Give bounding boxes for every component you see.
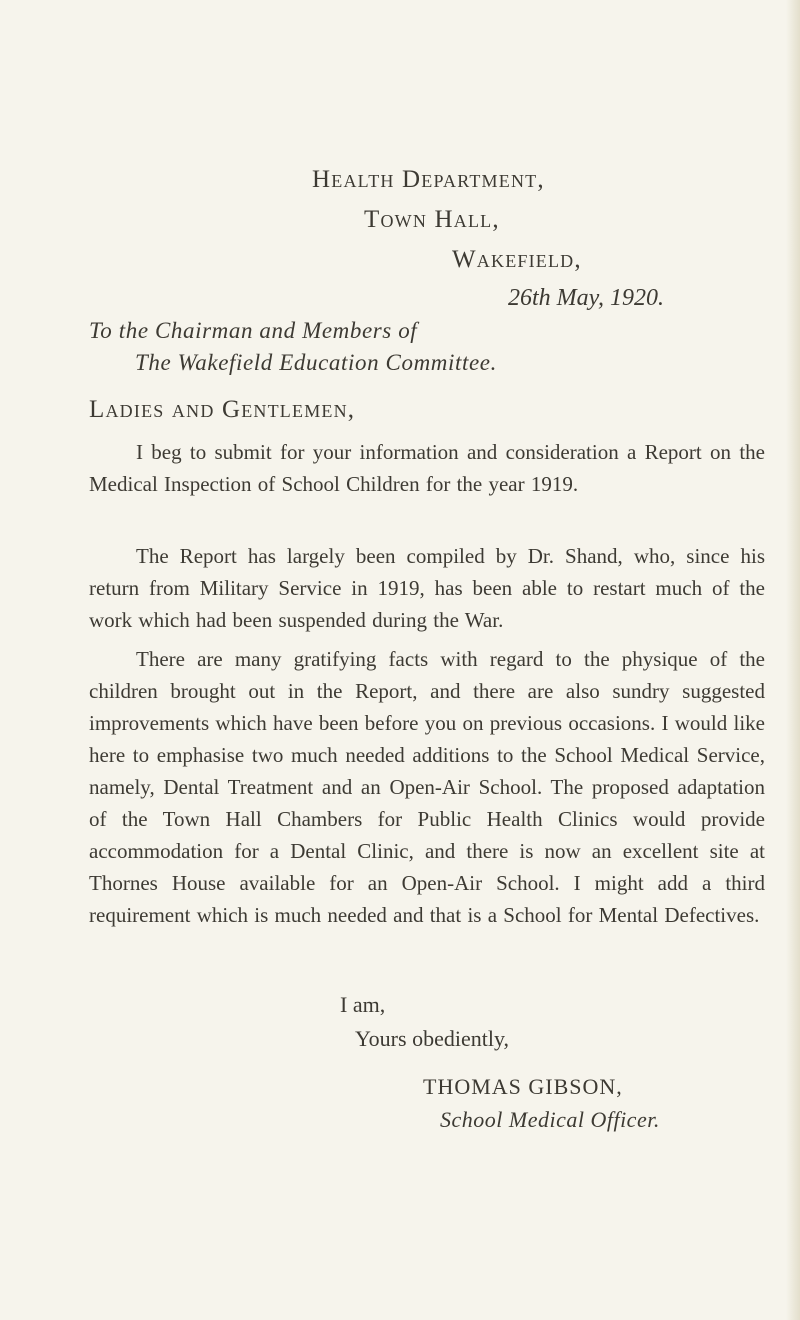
salutation: Ladies and Gentlemen, <box>89 396 356 423</box>
letterhead-building: Town Hall, <box>364 206 500 233</box>
closing-line-1: I am, <box>340 992 386 1017</box>
letterhead-date: 26th May, 1920. <box>508 285 664 311</box>
addressee-line-1: To the Chairman and Members of <box>89 318 418 343</box>
page-edge-shadow <box>786 0 800 1320</box>
signature-name: THOMAS GIBSON, <box>423 1074 623 1099</box>
closing-line-2: Yours obediently, <box>355 1026 510 1051</box>
letterhead-department: Health Department, <box>312 166 545 193</box>
paragraph-3: There are many gratifying facts with regard to the physique of the children brought out in the Report, and there are also sundry suggested improvements which have been before you on previous occasions. I would like here to emphasise two much needed additions to the School Medical Service, namely, Dental Treatment and an Open-Air School. The proposed adaptation of the Town Hall Chambers for Public Health Clinics would provide accommodation for a Dental Clinic, and there is now an excellent site at Thornes House available for an Open-Air School. I might add a third requirement which is much needed and that is a School for Mental Defectives. <box>89 647 765 927</box>
paragraph-1: I beg to submit for your information and consideration a Report on the Medical Inspection of School Children for the year 1919. <box>89 440 765 496</box>
addressee-line-2: The Wakefield Education Committee. <box>135 350 497 375</box>
signature-title: School Medical Officer. <box>440 1107 660 1132</box>
letterhead-city: Wakefield, <box>452 246 582 273</box>
paragraph-2: The Report has largely been compiled by Dr. Shand, who, since his return from Military Service in 1919, has been able to restart much of the work which had been suspended during the War. <box>89 544 765 632</box>
